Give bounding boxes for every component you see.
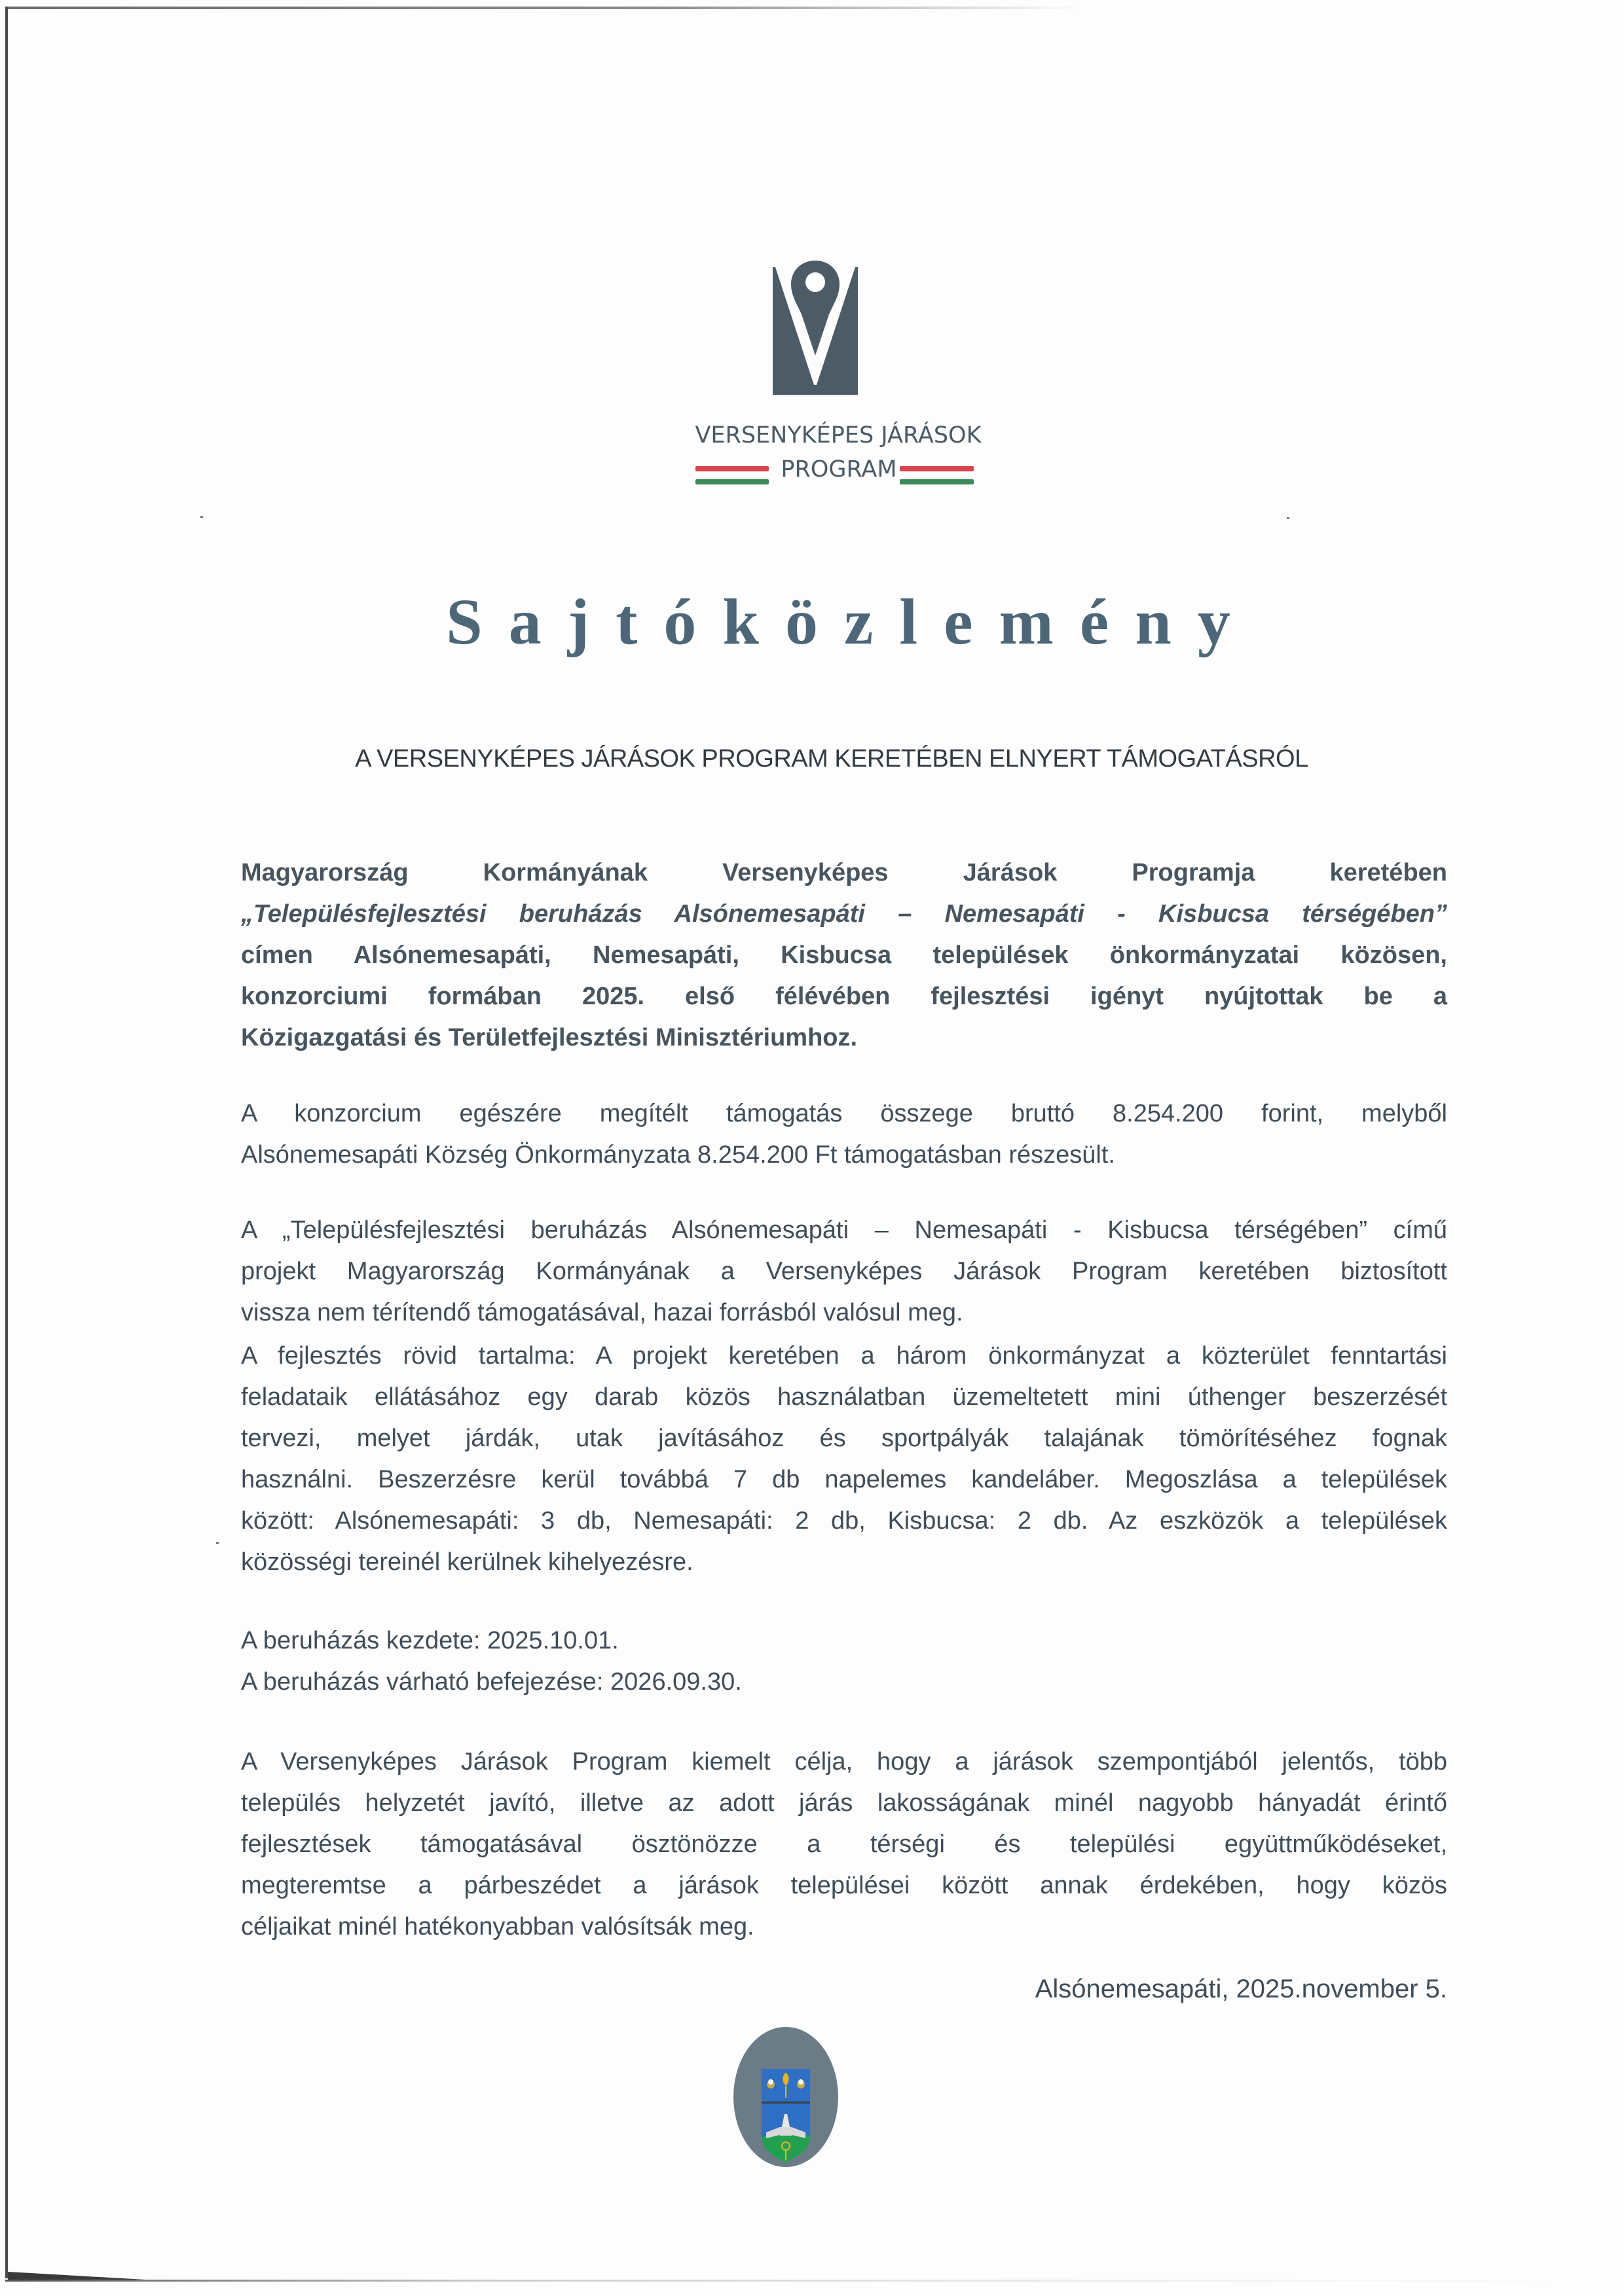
intro-line: Magyarország Kormányának Versenyképes Járások Programja keretében [241, 859, 1447, 886]
funding-paragraph [241, 1093, 1447, 1176]
content-paragraph [241, 1336, 1447, 1583]
subtitle: A VERSENYKÉPES JÁRÁSOK PROGRAM KERETÉBEN ELNYERT TÁMOGATÁSRÓL [355, 745, 1308, 773]
coat-of-arms-icon [732, 2026, 840, 2168]
flag-stripe-red-right [900, 466, 974, 471]
page-title: Sajtóközlemény [446, 585, 1257, 658]
logo-line2 [674, 458, 1002, 488]
content-line: használni. Beszerzésre kerül továbbá 7 db napelemes kandeláber. Megoszlása a települések [241, 1466, 1447, 1493]
intro-line: konzorciumi formában 2025. első félévében fejlesztési igényt nyújtottak be a [241, 983, 1447, 1010]
dates-paragraph [241, 1620, 1447, 1703]
project-title: „Településfejlesztési beruházás Alsónemesapáti – Nemesapáti - Kisbucsa térségében” [241, 900, 1447, 928]
scan-speck [1287, 517, 1289, 519]
scan-speck [200, 516, 203, 518]
goal-paragraph [241, 1741, 1447, 1948]
content-line: között: Alsónemesapáti: 3 db, Nemesapáti: 2 db, Kisbucsa: 2 db. Az eszközök a települések [241, 1507, 1447, 1535]
place-and-date: Alsónemesapáti, 2025.november 5. [1035, 1975, 1447, 2003]
intro-paragraph [241, 852, 1447, 1059]
start-date: A beruházás kezdete: 2025.10.01. [241, 1627, 619, 1654]
intro-line: Közigazgatási és Területfejlesztési Minisztériumhoz. [241, 1024, 858, 1051]
funding-line: Alsónemesapáti Község Önkormányzata 8.254.200 Ft támogatásban részesült. [241, 1141, 1115, 1169]
scan-edge-top [5, 7, 1086, 9]
goal-line: fejlesztések támogatásával ösztönözze a térségi és települési együttműködéseket, [241, 1831, 1447, 1858]
goal-line: A Versenyképes Járások Program kiemelt célja, hogy a járások szempontjából jelentős, több [241, 1748, 1447, 1776]
funding-line: A konzorcium egészére megítélt támogatás összege bruttó 8.254.200 forint, melyből [241, 1100, 1447, 1127]
goal-line: település helyzetét javító, illetve az adott járás lakosságának minél nagyobb hányadát érintő [241, 1789, 1447, 1817]
flag-stripe-red-left [695, 466, 769, 471]
content-line: közösségi tereinél kerülnek kihelyezésre. [241, 1548, 693, 1576]
content-line: feladataik ellátásához egy darab közös használatban üzemeltetett mini úthenger beszerzését [241, 1383, 1447, 1411]
project-paragraph [241, 1210, 1447, 1334]
versenykepes-jarasok-logo-icon [773, 261, 858, 395]
flag-stripe-green-right [900, 479, 974, 484]
goal-line: megteremtse a párbeszédet a járások települései között annak érdekében, hogy közös [241, 1872, 1447, 1899]
scan-edge-left [5, 7, 8, 2278]
logo-text-line2: PROGRAM [781, 456, 897, 483]
goal-line: céljaikat minél hatékonyabban valósítsák meg. [241, 1913, 754, 1941]
logo-text-line1: VERSENYKÉPES JÁRÁSOK [695, 422, 982, 448]
intro-line: címen Alsónemesapáti, Nemesapáti, Kisbucsa települések önkormányzatai közösen, [241, 941, 1447, 969]
scan-corner-shadow [8, 2272, 145, 2280]
scan-edge-bottom [5, 2280, 1603, 2282]
scan-speck [216, 1542, 219, 1544]
content-line: A fejlesztés rövid tartalma: A projekt keretében a három önkormányzat a közterület fenntartási [241, 1342, 1447, 1370]
end-date: A beruházás várható befejezése: 2026.09.30. [241, 1668, 742, 1696]
project-line: vissza nem térítendő támogatásával, hazai forrásból valósul meg. [241, 1299, 963, 1326]
flag-stripe-green-left [695, 479, 769, 484]
project-line: A „Településfejlesztési beruházás Alsónemesapáti – Nemesapáti - Kisbucsa térségében” című [241, 1216, 1447, 1244]
content-line: tervezi, melyet járdák, utak javításához és sportpályák talajának tömörítéséhez fognak [241, 1425, 1447, 1452]
project-line: projekt Magyarország Kormányának a Versenyképes Járások Program keretében biztosított [241, 1258, 1447, 1285]
